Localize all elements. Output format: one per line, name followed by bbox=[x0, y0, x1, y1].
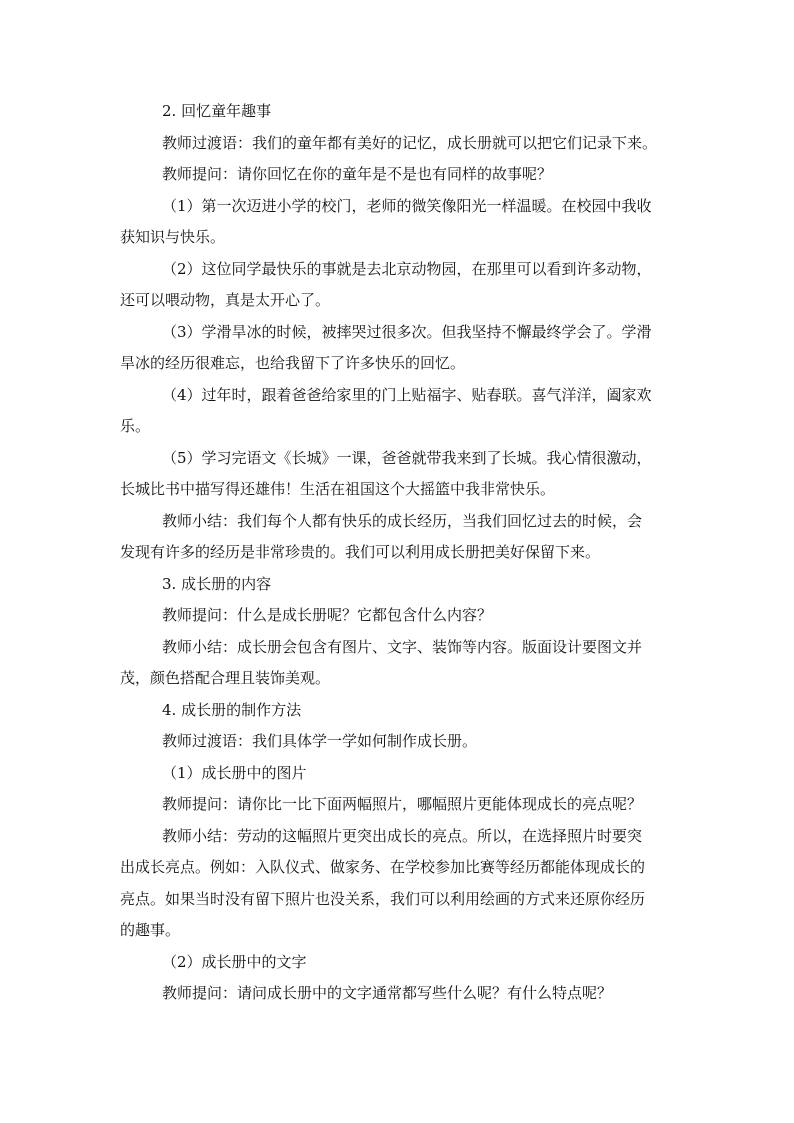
list-item-5-line: 长城比书中描写得还雄伟！生活在祖国这个大摇篮中我非常快乐。 bbox=[120, 480, 556, 498]
paragraph-line: 教师提问：请你比一比下面两幅照片，哪幅照片更能体现成长的亮点呢？ bbox=[162, 795, 643, 813]
paragraph-line: 出成长亮点。例如：入队仪式、做家务、在学校参加比赛等经历都能体现成长的 bbox=[120, 858, 646, 876]
list-item-2-line: （2）这位同学最快乐的事就是去北京动物园，在那里可以看到许多动物， bbox=[162, 259, 652, 278]
paragraph-line: 教师小结：劳动的这幅照片更突出成长的亮点。所以，在选择照片时要突 bbox=[162, 826, 643, 845]
section-heading-2: 2. 回忆童年趣事 bbox=[162, 102, 272, 120]
section-heading-4: 4. 成长册的制作方法 bbox=[162, 700, 302, 719]
list-item-3-line: 旱冰的经历很难忘，也给我留下了许多快乐的回忆。 bbox=[120, 354, 466, 372]
section-heading-3: 3. 成长册的内容 bbox=[162, 574, 272, 593]
paragraph-line: 教师过渡语：我们具体学一学如何制作成长册。 bbox=[162, 732, 478, 750]
list-item-5-line: （5）学习完语文《长城》一课，爸爸就带我来到了长城。我心情很激动， bbox=[162, 448, 652, 467]
list-item-1-line: （1）第一次迈进小学的校门，老师的微笑像阳光一样温暖。在校园中我收 bbox=[162, 196, 652, 215]
paragraph-line: 茂，颜色搭配合理且装饰美观。 bbox=[120, 669, 331, 687]
paragraph-line: 发现有许多的经历是非常珍贵的。我们可以利用成长册把美好保留下来。 bbox=[120, 543, 601, 561]
paragraph-line: 教师过渡语：我们的童年都有美好的记忆，成长册就可以把它们记录下来。 bbox=[162, 133, 658, 152]
list-item-3-line: （3）学滑旱冰的时候，被摔哭过很多次。但我坚持不懈最终学会了。学滑 bbox=[162, 322, 652, 341]
paragraph-line: 的趣事。 bbox=[120, 921, 181, 939]
list-item-1-line: 获知识与快乐。 bbox=[120, 228, 226, 246]
document-page bbox=[120, 96, 680, 1010]
list-item-2-line: 还可以喂动物，真是太开心了。 bbox=[120, 291, 331, 309]
paragraph-line: 教师小结：我们每个人都有快乐的成长经历，当我们回忆过去的时候，会 bbox=[162, 511, 643, 530]
paragraph-line: 亮点。如果当时没有留下照片也没关系，我们可以利用绘画的方式来还原你经历 bbox=[120, 889, 646, 908]
paragraph-line: 教师小结：成长册会包含有图片、文字、装饰等内容。版面设计要图文并 bbox=[162, 637, 643, 656]
subheading-text: （2）成长册中的文字 bbox=[162, 952, 307, 971]
paragraph-line: 教师提问：请问成长册中的文字通常都写些什么呢？有什么特点呢？ bbox=[162, 984, 613, 1002]
paragraph-line: 教师提问：请你回忆在你的童年是不是也有同样的故事呢？ bbox=[162, 165, 553, 183]
paragraph-line: 教师提问：什么是成长册呢？它都包含什么内容？ bbox=[162, 606, 493, 624]
list-item-4-line: 乐。 bbox=[120, 417, 151, 435]
subheading-images: （1）成长册中的图片 bbox=[162, 763, 307, 782]
list-item-4-line: （4）过年时，跟着爸爸给家里的门上贴福字、贴春联。喜气洋洋，阖家欢 bbox=[162, 385, 652, 404]
